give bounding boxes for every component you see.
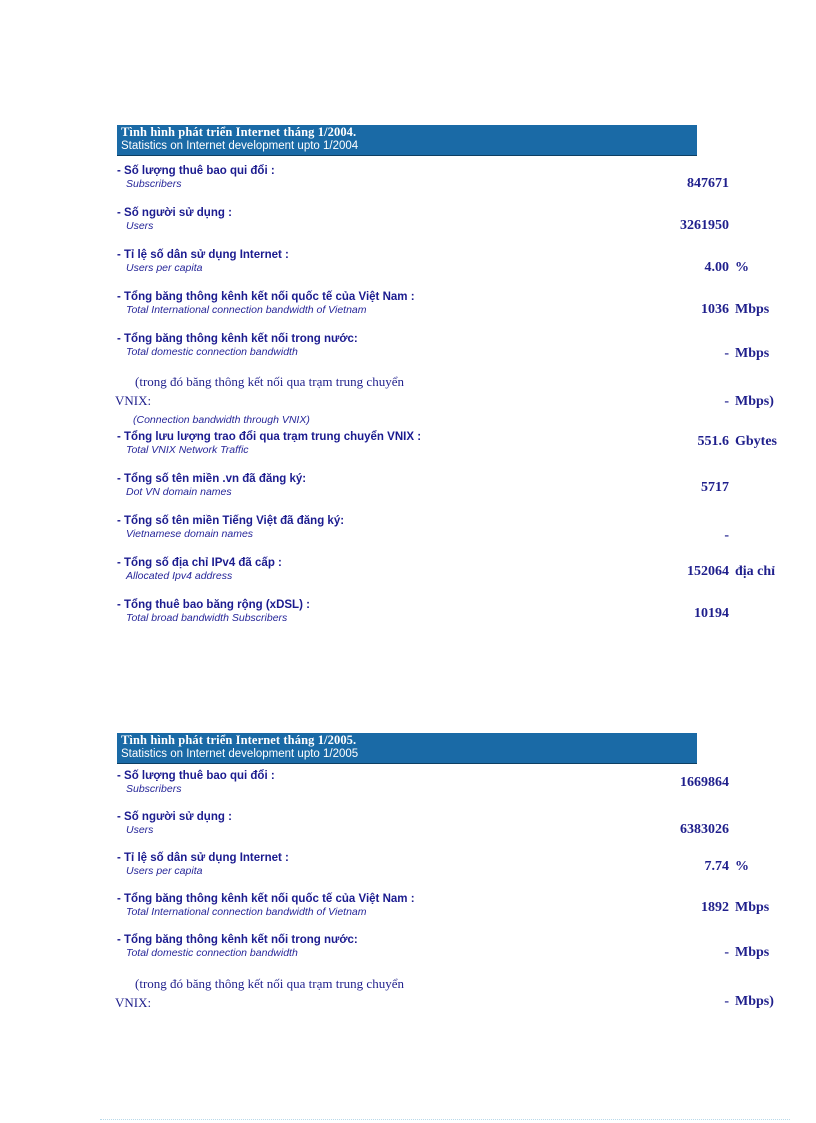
table-header-2004 [117, 125, 697, 156]
table-row [117, 164, 729, 206]
row-value: - [724, 994, 729, 1009]
table-row [117, 933, 770, 974]
row-labels [117, 248, 547, 275]
row-unit: % [735, 859, 749, 874]
vnix-note-text-1: (trong đó băng thông kết nối qua trạm trung chuyển [135, 976, 404, 991]
row-labels [117, 164, 547, 191]
row-label-vi: - Tổng số địa chỉ IPv4 đã cấp : [117, 557, 282, 569]
row-labels [117, 472, 547, 499]
row-label-vi: - Tổng băng thông kênh kết nối quốc tế của Việt Nam : [117, 893, 415, 905]
vnix-note-line-1 [117, 372, 517, 391]
row-labels [117, 851, 547, 878]
row-labels [117, 332, 547, 359]
row-labels [117, 769, 547, 796]
row-label-en: Users per capita [126, 262, 203, 274]
row-label-vi: - Tổng lưu lượng trao đổi qua trạm trung chuyển VNIX : [117, 431, 422, 443]
table-row [117, 472, 729, 514]
row-value: 1892 [701, 900, 729, 915]
row-label-en: Vietnamese domain names [126, 528, 254, 540]
row-label-vi: - Số người sử dụng : [117, 811, 232, 823]
table-title-vi: Tình hình phát triển Internet tháng 1/2004. [121, 125, 357, 139]
row-value: 1669864 [680, 775, 729, 790]
row-unit: Mbps [735, 900, 770, 915]
row-label-vi: - Số người sử dụng : [117, 207, 232, 219]
table-row [117, 514, 729, 556]
table-row [117, 892, 770, 933]
row-unit: Mbps) [735, 394, 774, 409]
row-label-en: Users [126, 220, 154, 232]
vnix-note-line-2: VNIX: [115, 393, 152, 408]
row-unit: Gbytes [735, 434, 777, 449]
row-labels [117, 290, 547, 317]
row-value: 4.00 [704, 260, 729, 275]
table-row-paragraph [115, 974, 774, 1019]
row-labels [117, 372, 517, 427]
table-row-paragraph [115, 372, 774, 430]
row-value: 1036 [701, 302, 729, 317]
row-label-vi: - Tổng thuê bao băng rộng (xDSL) : [117, 599, 310, 611]
row-labels [117, 598, 547, 625]
vnix-note-line-2: VNIX: [115, 995, 152, 1010]
row-label-vi: - Tổng băng thông kênh kết nối quốc tế của Việt Nam : [117, 291, 415, 303]
row-label-en: Dot VN domain names [126, 486, 232, 498]
row-label-en: Total VNIX Network Traffic [126, 444, 249, 456]
row-value: 6383026 [680, 822, 729, 837]
vnix-note-en: (Connection bandwidth through VNIX) [133, 414, 310, 426]
row-label-en: Users [126, 824, 154, 836]
row-value: - [724, 945, 729, 960]
row-label-vi: - Tổng số tên miền Tiếng Việt đã đăng ký: [117, 515, 345, 527]
row-value: 3261950 [680, 218, 729, 233]
table-rows-2005 [115, 769, 774, 1019]
row-labels [117, 430, 547, 457]
table-row [117, 332, 770, 372]
row-value: - [724, 346, 729, 361]
row-label-en: Users per capita [126, 865, 203, 877]
vnix-note-text-1: (trong đó băng thông kết nối qua trạm trung chuyển [135, 374, 404, 389]
row-label-vi: - Tổng số tên miền .vn đã đăng ký: [117, 473, 307, 485]
row-labels [117, 206, 547, 233]
table-row [117, 290, 770, 332]
row-label-en: Total International connection bandwidth of Vietnam [126, 906, 367, 918]
row-labels [117, 514, 547, 541]
table-row [117, 430, 777, 472]
table-row [117, 851, 749, 892]
row-label-en: Allocated Ipv4 address [126, 570, 233, 582]
table-title-vi: Tình hình phát triển Internet tháng 1/2005. [121, 733, 357, 747]
table-title-en: Statistics on Internet development upto 1/2005 [121, 748, 359, 760]
row-label-vi: - Số lượng thuê bao qui đổi : [117, 165, 275, 177]
row-label-en: Subscribers [126, 178, 182, 190]
row-labels [117, 892, 547, 919]
table-row [117, 556, 776, 598]
row-value: - [724, 394, 729, 409]
row-labels [117, 933, 547, 960]
row-label-en: Total broad bandwidth Subscribers [126, 612, 288, 624]
table-row [117, 598, 729, 640]
table-title-en: Statistics on Internet development upto 1/2004 [121, 140, 359, 152]
stats-table-2004 [115, 125, 777, 640]
row-unit: Mbps [735, 945, 770, 960]
row-value: 7.74 [704, 859, 729, 874]
table-header-2005 [117, 733, 697, 764]
row-label-vi: - Tổng băng thông kênh kết nối trong nước: [117, 333, 358, 345]
table-row [117, 769, 729, 810]
row-label-vi: - Số lượng thuê bao qui đổi : [117, 770, 275, 782]
row-value: 152064 [687, 564, 729, 579]
table-row [117, 810, 729, 851]
row-unit: Mbps [735, 302, 770, 317]
page-footer-divider [100, 1119, 790, 1120]
row-label-en: Total domestic connection bandwidth [126, 947, 298, 959]
row-label-en: Total domestic connection bandwidth [126, 346, 298, 358]
table-row [117, 206, 729, 248]
row-value: 551.6 [697, 434, 729, 449]
row-label-en: Subscribers [126, 783, 182, 795]
row-unit: Mbps [735, 346, 770, 361]
row-unit: địa chỉ [735, 564, 776, 579]
table-rows-2004 [115, 164, 777, 640]
row-labels [117, 556, 547, 583]
table-row [117, 248, 749, 290]
row-value: - [724, 528, 729, 543]
row-labels [117, 810, 547, 837]
row-value: 5717 [701, 480, 729, 495]
row-label-vi: - Tỉ lệ số dân sử dụng Internet : [117, 852, 289, 864]
stats-table-2005 [115, 733, 774, 1019]
row-label-en: Total International connection bandwidth of Vietnam [126, 304, 367, 316]
row-unit: % [735, 260, 749, 275]
row-label-vi: - Tổng băng thông kênh kết nối trong nước: [117, 934, 358, 946]
row-labels [117, 974, 517, 1012]
row-label-vi: - Tỉ lệ số dân sử dụng Internet : [117, 249, 289, 261]
vnix-note-line-1 [117, 974, 517, 993]
row-value: 10194 [694, 606, 729, 621]
row-unit: Mbps) [735, 994, 774, 1009]
row-value: 847671 [687, 176, 729, 191]
